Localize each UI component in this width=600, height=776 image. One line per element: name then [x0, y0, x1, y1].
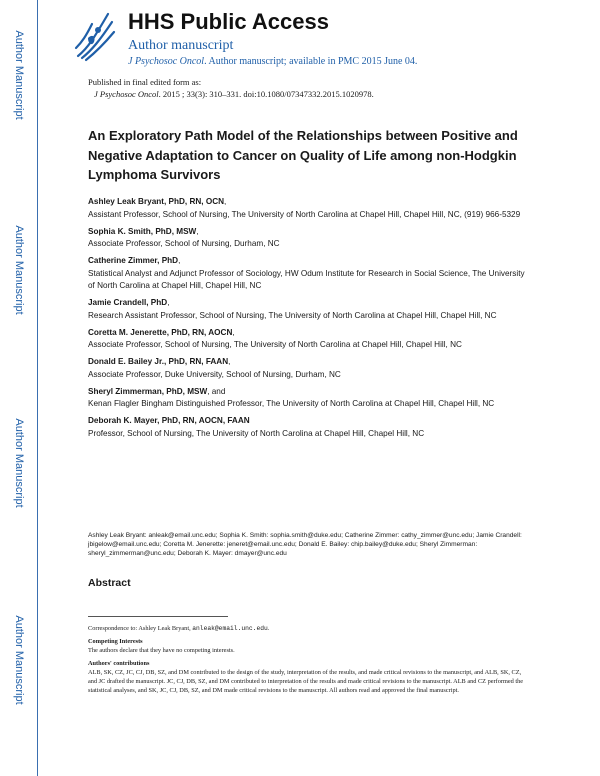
author-affiliation: Associate Professor, School of Nursing, The University of North Carolina at Chapel Hill, Chapel Hill, NC [88, 340, 462, 349]
author-entry: Sheryl Zimmerman, PhD, MSW, and Kenan Flagler Bingham Distinguished Professor, The University of North Carolina at Chapel Hill, Chapel Hill, NC [88, 386, 528, 411]
author-affiliation: Kenan Flagler Bingham Distinguished Professor, The University of North Carolina at Chapel Hill, Chapel Hill, NC [88, 399, 495, 408]
author-name: Ashley Leak Bryant, PhD, RN, OCN [88, 197, 225, 206]
citation-details: . 2015 ; 33(3): 310–331. doi:10.1080/07347332.2015.1020978. [158, 89, 374, 99]
author-affiliation: Assistant Professor, School of Nursing, The University of North Carolina at Chapel Hill, Chapel Hill, NC, (919) 966-5329 [88, 209, 521, 219]
hhs-title: HHS Public Access [128, 9, 329, 34]
author-name: Donald E. Bailey Jr., PhD, RN, FAAN [88, 357, 229, 366]
published-label: Published in final edited form as: [88, 77, 202, 87]
author-entry: Sophia K. Smith, PhD, MSW, Associate Professor, School of Nursing, Durham, NC [88, 226, 528, 251]
citation [94, 89, 374, 99]
author-affiliation: Research Assistant Professor, School of Nursing, The University of North Carolina at Chapel Hill, Chapel Hill, NC [88, 310, 497, 320]
author-entry: Coretta M. Jenerette, PhD, RN, AOCN, Associate Professor, School of Nursing, The University of North Carolina at Chapel Hill, Chapel Hill, NC [88, 327, 528, 352]
author-affiliation: Associate Professor, Duke University, School of Nursing, Durham, NC [88, 369, 341, 379]
author-name: Deborah K. Mayer, PhD, RN, AOCN, FAAN [88, 416, 250, 425]
author-list [88, 196, 528, 445]
abstract-heading: Abstract [88, 577, 131, 589]
author-name: Sophia K. Smith, PhD, MSW [88, 226, 197, 236]
sidebar-label-3: Author Manuscript [13, 418, 25, 508]
contributions-heading: Authors' contributions [88, 660, 150, 667]
sidebar-label-2: Author Manuscript [13, 225, 25, 315]
citation-journal: J Psychosoc Oncol [94, 89, 159, 99]
author-manuscript-subtitle: Author manuscript [128, 38, 234, 53]
article-title: An Exploratory Path Model of the Relationships between Positive and Negative Adaptation to Cancer on Quality of Life among non-Hodgkin Lymphoma Survivors [88, 128, 518, 182]
journal-name: J Psychosoc Oncol [128, 56, 205, 67]
competing-interests-heading: Competing Interests [88, 638, 143, 645]
availability-text: . Author manuscript; available in PMC 2015 June 04. [204, 56, 418, 67]
author-affiliation: Associate Professor, School of Nursing, Durham, NC [88, 239, 280, 248]
sidebar-label-4: Author Manuscript [13, 615, 25, 705]
author-affiliation: Professor, School of Nursing, The University of North Carolina at Chapel Hill, Chapel Hill, NC [88, 428, 425, 438]
correspondence-note: Correspondence to: Ashley Leak Bryant, anleak@email.unc.edu. [88, 625, 270, 632]
author-entry: Ashley Leak Bryant, PhD, RN, OCN, Assistant Professor, School of Nursing, The University of North Carolina at Chapel Hill, Chapel Hill, NC, (919) 966-5329 [88, 196, 528, 221]
author-name: Coretta M. Jenerette, PhD, RN, AOCN [88, 327, 233, 337]
author-entry: Catherine Zimmer, PhD, Statistical Analyst and Adjunct Professor of Sociology, HW Odum Institute for Research in Social Science, The University of North Carolina at Chapel Hill, Chapel Hill, NC [88, 255, 528, 293]
author-emails: Ashley Leak Bryant: anleak@email.unc.edu; Sophia K. Smith: sophia.smith@duke.edu; Catherine Zimmer: cathy_zimmer@unc.edu; Jamie Crandell: jbigelow@email.unc.edu; Coretta M. Jenerette: jeneret@email.unc.edu; Donald E. Bailey: chip.bailey@duke.edu; Sheryl Zimmerman: sheryl_zimmerman@unc.edu; Deborah K. Mayer: dmayer@unc.edu [88, 532, 522, 557]
footnote-divider [88, 616, 228, 617]
author-name: Sheryl Zimmerman, PhD, MSW [88, 386, 208, 396]
author-entry: Donald E. Bailey Jr., PhD, RN, FAAN, Associate Professor, Duke University, School of Nursing, Durham, NC [88, 356, 528, 381]
contributions-text: ALB, SK, CZ, JC, CJ, DB, SZ, and DM contributed to the design of the study, interpretation of the results, and made critical revisions to the manuscript, and ALB, SK, CZ, and JC drafted the manuscript. JC, CJ, DB, SZ, and DM contributed to interpretation of the results and made critical revisions to the manuscript. ALB and CZ performed the statistical analyses, and SK, JC, CJ, DB, SZ, and DM made critical revisions to the manuscript. All authors read and approved the final manuscript. [88, 669, 524, 694]
correspondence-email[interactable]: anleak@email.unc.edu [192, 625, 268, 632]
competing-interests-text: The authors declare that they have no competing interests. [88, 647, 235, 654]
author-entry: Jamie Crandell, PhD, Research Assistant Professor, School of Nursing, The University of North Carolina at Chapel Hill, Chapel Hill, NC [88, 297, 528, 322]
hhs-eagle-logo-icon [70, 8, 118, 64]
author-entry [88, 415, 528, 440]
author-affiliation: Statistical Analyst and Adjunct Professor of Sociology, HW Odum Institute for Research in Social Science, The University of North Carolina at Chapel Hill, Chapel Hill, NC [88, 268, 525, 290]
author-name: Catherine Zimmer, PhD [88, 256, 179, 265]
sidebar-label-1: Author Manuscript [13, 30, 25, 120]
author-name: Jamie Crandell, PhD [88, 298, 168, 307]
journal-availability [128, 56, 417, 67]
sidebar-divider [37, 0, 38, 776]
